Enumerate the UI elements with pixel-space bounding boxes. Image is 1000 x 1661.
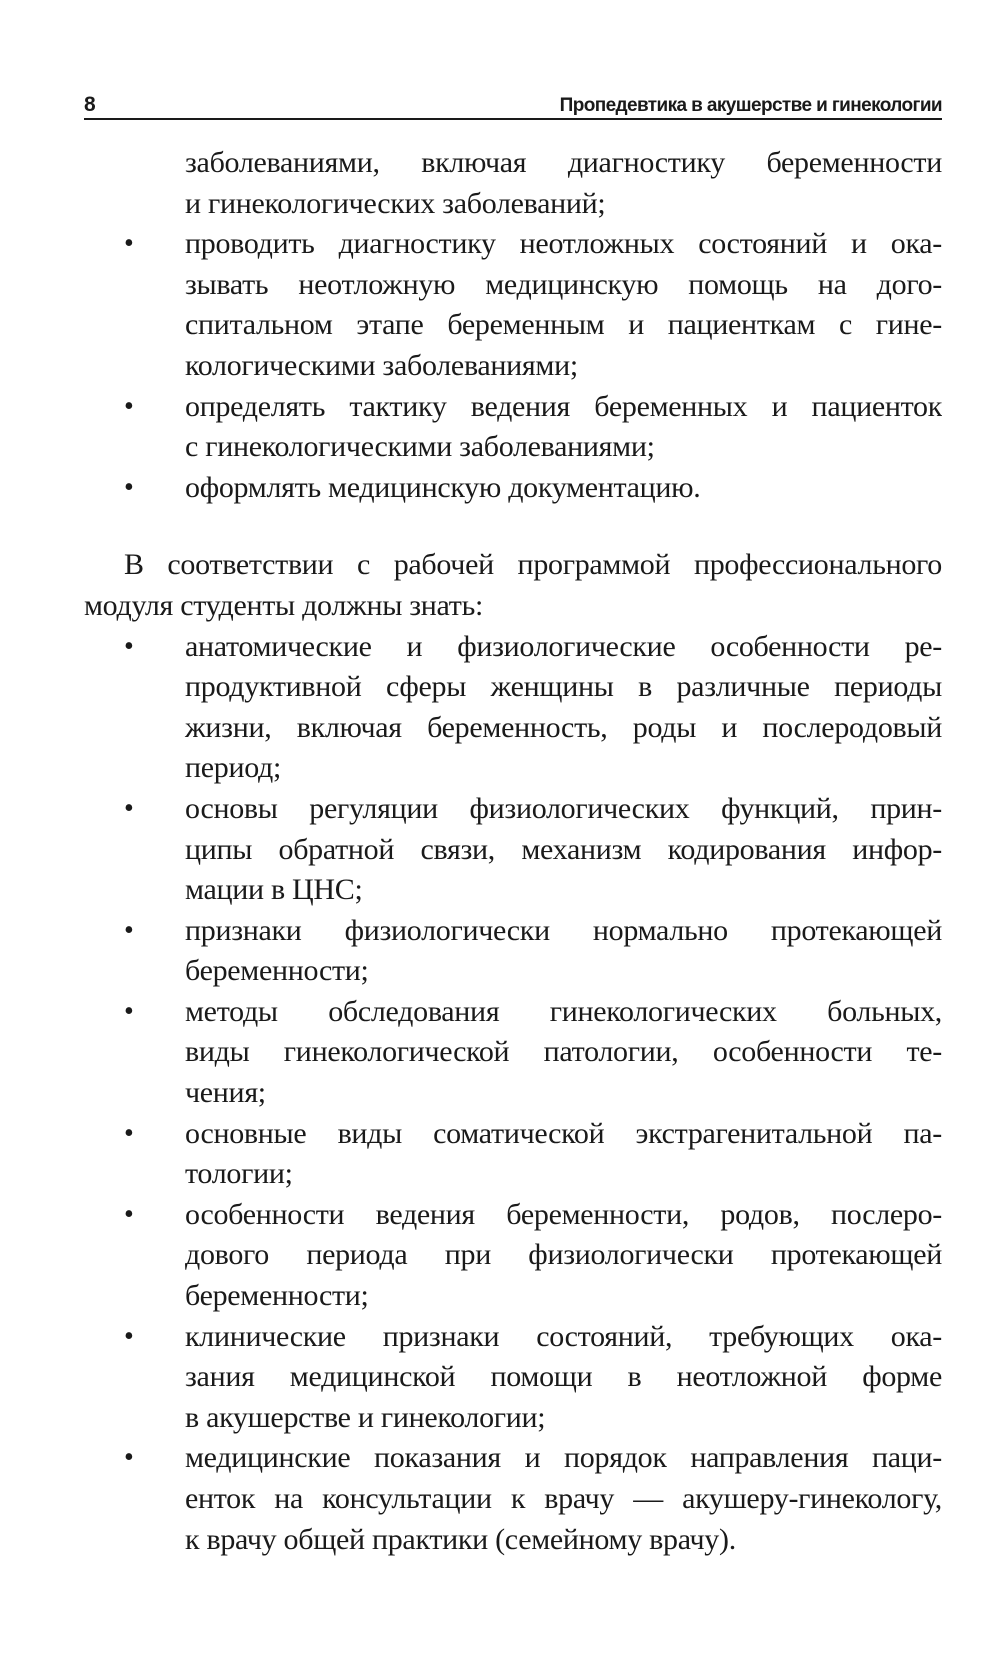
text-line: проводить диагностику неотложных состояний и ока- (185, 227, 942, 261)
bullet-icon: • (124, 1198, 134, 1230)
page-body (84, 143, 942, 1560)
list-item (84, 387, 942, 468)
text-line: в акушерстве и гинекологии; (185, 1400, 546, 1434)
list-item (84, 911, 942, 992)
bullet-icon: • (124, 390, 134, 422)
bullet-icon: • (124, 1320, 134, 1352)
text-line: заболеваниями, включая диагностику беременности (185, 146, 942, 179)
skills-list (84, 224, 942, 508)
text-line: виды гинекологической патологии, особенности те- (185, 1035, 942, 1069)
knowledge-list (84, 627, 942, 1561)
text-line: зывать неотложную медицинскую помощь на дого- (185, 267, 942, 301)
text-line: тологии; (185, 1157, 293, 1191)
bullet-icon: • (124, 1442, 134, 1474)
text-line: анатомические и физиологические особенности ре- (185, 629, 942, 663)
paragraph-gap (84, 508, 942, 545)
bullet-icon: • (124, 995, 134, 1027)
text-line: енток на консультации к врачу — акушеру-гинекологу, (185, 1482, 942, 1515)
bullet-icon: • (124, 792, 134, 824)
text-line: с гинекологическими заболеваниями; (185, 430, 655, 464)
list-item (84, 1114, 942, 1195)
text-line: определять тактику ведения беременных и пациенток (185, 389, 942, 423)
bullet-icon: • (124, 914, 134, 946)
text-line: период; (185, 751, 282, 785)
list-item (84, 468, 942, 509)
text-line: В соответствии с рабочей программой профессионального (124, 548, 942, 582)
running-title: Пропедевтика в акушерстве и гинекологии (559, 95, 942, 116)
intro-paragraph (84, 545, 942, 626)
text-line: зания медицинской помощи в неотложной форме (185, 1360, 942, 1394)
text-line: жизни, включая беременность, роды и послеродовый (185, 710, 942, 744)
bullet-icon: • (124, 1117, 134, 1149)
page-header (84, 88, 942, 120)
text-line: беременности; (185, 954, 369, 988)
text-line: методы обследования гинекологических больных, (185, 994, 942, 1028)
text-line: к врачу общей практики (семейному врачу). (185, 1522, 736, 1556)
text-line: оформлять медицинскую документацию. (185, 470, 701, 504)
text-line: и гинекологических заболеваний; (185, 186, 606, 220)
list-item (84, 627, 942, 789)
list-item (84, 224, 942, 386)
text-line: кологическими заболеваниями; (185, 348, 578, 382)
list-item (84, 1195, 942, 1317)
list-item (84, 1317, 942, 1439)
list-item (84, 1438, 942, 1560)
text-line: медицинские показания и порядок направления паци- (185, 1441, 942, 1475)
continued-list-item (84, 143, 942, 224)
text-line: клинические признаки состояний, требующих ока- (185, 1319, 942, 1353)
text-line: продуктивной сферы женщины в различные периоды (185, 670, 942, 704)
text-line: модуля студенты должны знать: (84, 588, 484, 622)
text-line: особенности ведения беременности, родов, послеро- (185, 1197, 942, 1231)
text-line: спитальном этапе беременным и пациенткам с гине- (185, 308, 942, 342)
text-line: основы регуляции физиологических функций, прин- (185, 791, 942, 825)
text-line: дового периода при физиологически протекающей (185, 1238, 942, 1272)
bullet-icon: • (124, 228, 134, 260)
text-line: ципы обратной связи, механизм кодирования инфор- (185, 832, 942, 866)
page-number: 8 (84, 93, 96, 116)
bullet-icon: • (124, 630, 134, 662)
text-line: мации в ЦНС; (185, 873, 363, 907)
list-item (84, 992, 942, 1114)
text-line: чения; (185, 1076, 266, 1110)
list-item (84, 789, 942, 911)
text-line: признаки физиологически нормально протекающей (185, 913, 942, 947)
text-line: основные виды соматической экстрагенитальной па- (185, 1116, 942, 1150)
bullet-icon: • (124, 471, 134, 503)
text-line: беременности; (185, 1279, 369, 1313)
